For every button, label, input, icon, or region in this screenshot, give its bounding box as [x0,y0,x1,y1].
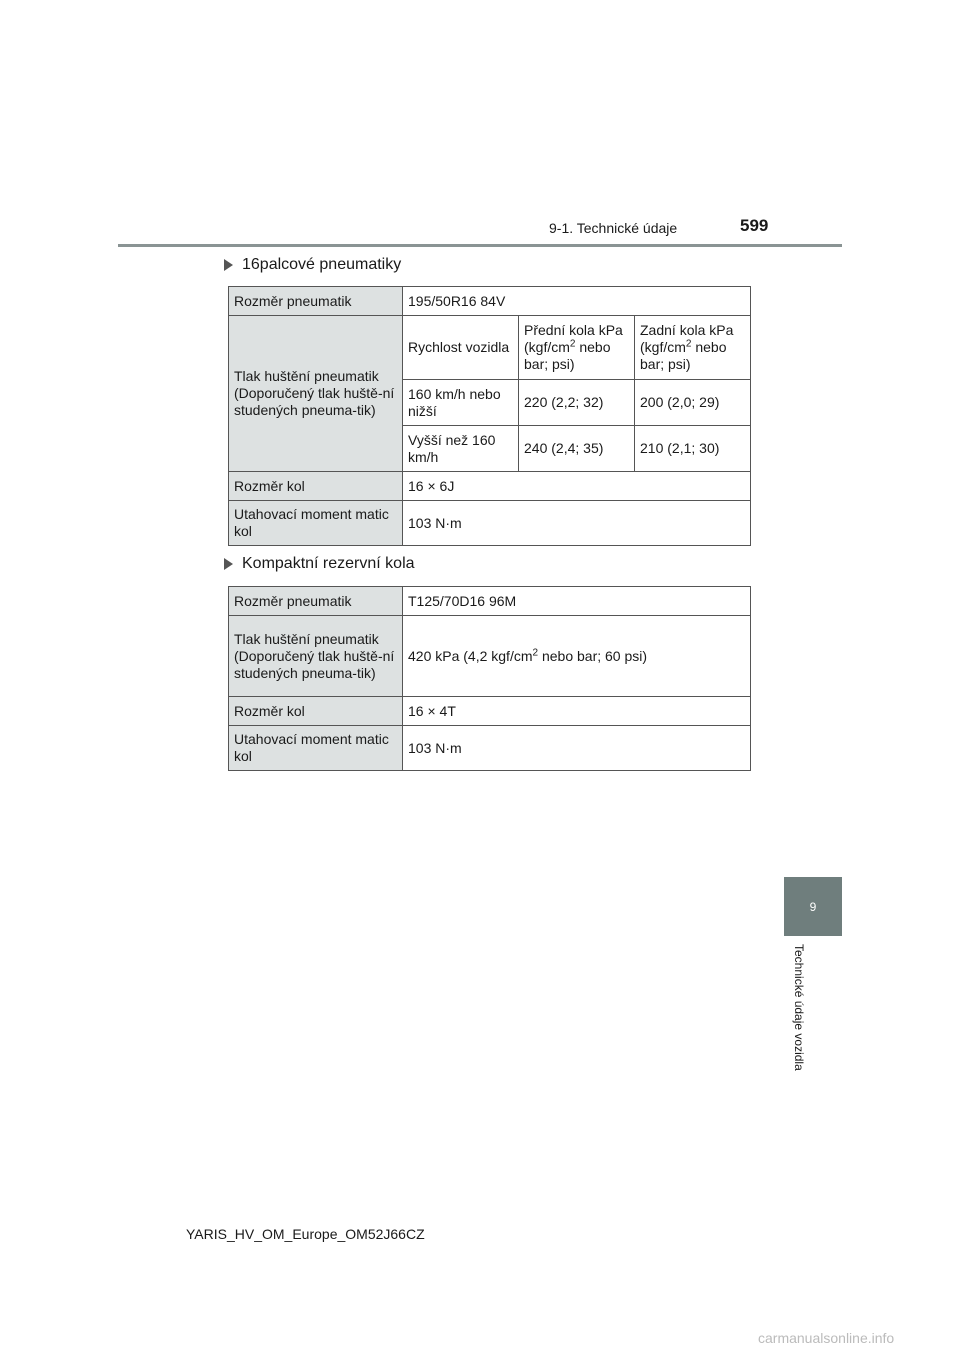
table-row [229,697,751,726]
col-speed-header: Rychlost vozidla [403,316,519,380]
chapter-side-title: Technické údaje vozidla [792,944,806,1071]
pressure-value-tail: nebo bar; 60 psi) [538,647,648,664]
row1-rear: 200 (2,0; 29) [635,380,751,426]
wheel-size-label: Rozměr kol [229,697,403,726]
wheel-size-label: Rozměr kol [229,472,403,501]
torque-label: Utahovací moment matic kol [229,501,403,546]
wheel-size-value: 16 × 4T [403,697,751,726]
header-section-title: 9-1. Technické údaje [549,220,678,236]
section-heading-text: 16palcové pneumatiky [242,256,402,273]
col-rear-text: Zadní kola kPa (kgf/cm [640,322,734,355]
torque-value: 103 N·m [403,726,751,771]
tire-spec-table-16inch [228,286,751,546]
triangle-bullet-icon [224,259,233,271]
col-front-sup: 2 [569,338,576,350]
table-row [229,316,751,380]
pressure-value-text: 420 kPa (4,2 kgf/cm [408,647,533,664]
col-front-tail: nebo bar; psi) [524,339,611,372]
row1-front: 220 (2,2; 32) [519,380,635,426]
header-divider [118,244,842,247]
pressure-label: Tlak huštění pneumatik (Doporučený tlak huště-ní studených pneuma-tik) [229,316,403,472]
page-number: 599 [740,216,769,235]
footer-doc-id: YARIS_HV_OM_Europe_OM52J66CZ [186,1226,425,1242]
section-heading-text: Kompaktní rezervní kola [242,555,415,572]
table-row [229,616,751,697]
tire-size-label: Rozměr pneumatik [229,587,403,616]
table-row [229,287,751,316]
col-rear-sup: 2 [685,338,692,350]
torque-value: 103 N·m [403,501,751,546]
table-row [229,472,751,501]
table-row [229,501,751,546]
torque-label: Utahovací moment matic kol [229,726,403,771]
watermark: carmanualsonline.info [758,1330,895,1346]
row2-front: 240 (2,4; 35) [519,426,635,472]
row1-speed: 160 km/h nebo nižší [403,380,519,426]
col-front-header [519,316,635,380]
chapter-tab: 9 [784,877,842,936]
col-rear-tail: nebo bar; psi) [640,339,727,372]
table-row [229,587,751,616]
row2-speed: Vyšší než 160 km/h [403,426,519,472]
pressure-value [403,616,751,697]
col-rear-header [635,316,751,380]
col-front-text: Přední kola kPa (kgf/cm [524,322,623,355]
tire-size-value: T125/70D16 96M [403,587,751,616]
section-heading-16inch [224,256,401,274]
triangle-bullet-icon [224,558,233,570]
tire-size-value: 195/50R16 84V [403,287,751,316]
row2-rear: 210 (2,1; 30) [635,426,751,472]
wheel-size-value: 16 × 6J [403,472,751,501]
tire-spec-table-spare [228,586,751,771]
section-heading-spare [224,555,415,573]
table-row [229,726,751,771]
pressure-value-sup: 2 [532,646,539,658]
pressure-label: Tlak huštění pneumatik (Doporučený tlak huště-ní studených pneuma-tik) [229,616,403,697]
tire-size-label: Rozměr pneumatik [229,287,403,316]
